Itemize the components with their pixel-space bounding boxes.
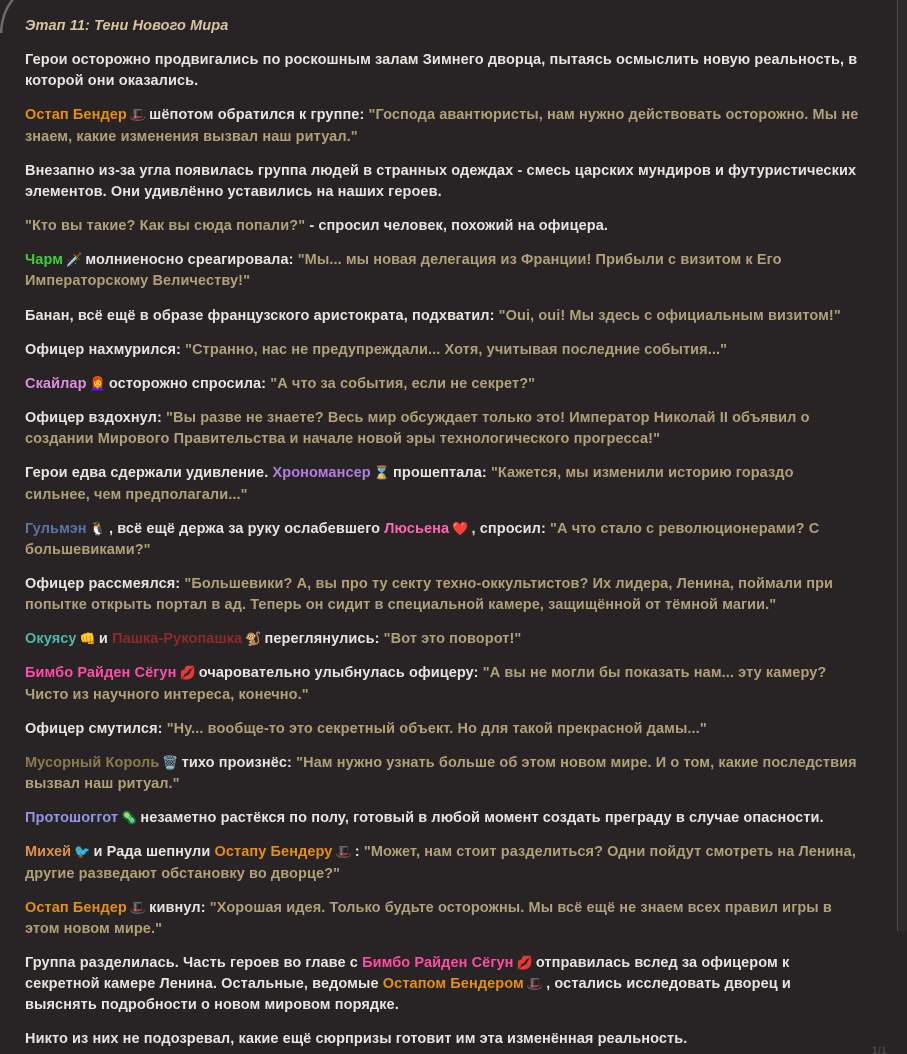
narration-text: Офицер рассмеялся: [25,575,185,592]
narration-text: отправилась вслед за офицером к секретной камере Ленина. Остальные, ведомые [25,955,790,993]
top-hat-icon: 🎩 [129,899,147,915]
quote-text: "А что стало с революционерами? С большевиками?" [25,520,820,558]
character-name: Гульмэн [25,520,87,537]
paragraph [25,842,862,884]
quote-text: "Ну... вообще-то это секретный объект. Но для такой прекрасной дамы..." [166,720,707,737]
narration-text: Банан, всё ещё в образе французского аристократа, подхватил: [25,307,499,324]
quote-text: "Вы разве не знаете? Весь мир обсуждает только это! Император Николай II объявил о создании Мирового Правительства и начале новой эры технологического прогресса!" [25,410,810,448]
narration-text: кивнул: [149,899,210,916]
quote-text: "Мы... мы новая делегация из Франции! Прибыли с визитом к Его Императорскому Величеству!" [25,252,782,290]
narration-text: молниеносно среагировала: [85,252,298,269]
narration-text: Никто из них не подозревал, какие ещё сюрпризы готовит им эта изменённая реальность. [25,1031,688,1048]
narration-text: незаметно растёкся по полу, готовый в любой момент создать преграду в случае опасности. [140,810,824,827]
character-name: Остапом Бендером [382,976,524,993]
narration-text: Офицер нахмурился: [25,341,186,358]
character-name: Чарм [25,252,64,269]
narration-text: прошептала: [393,465,491,482]
paragraph [25,753,862,795]
quote-text: "А вы не могли бы показать нам... эту камеру? Чисто из научного интереса, конечно." [25,665,827,703]
character-name: Протошоггот [25,810,119,827]
character-name: Остап Бендер [25,899,127,916]
hourglass-icon: ⌛ [373,465,391,481]
quote-text: "Хорошая идея. Только будьте осторожны. Мы всё ещё не знаем всех правил игры в этом новом мире." [25,899,832,937]
microbe-icon: 🦠 [121,810,138,826]
quote-text: "А что за события, если не секрет?" [270,375,536,392]
scrollbar-track[interactable] [897,0,907,931]
narration-text: Герои едва сдержали удивление. [25,465,273,482]
paragraph [25,374,862,395]
narration-text: Офицер вздохнул: [25,410,167,427]
dagger-icon: 🗡️ [66,252,83,268]
narration-text: Группа разделилась. Часть героев во главе с [25,955,363,971]
character-name: Михей [25,844,72,861]
heart-icon: ❤️ [452,520,469,536]
paragraph [25,574,862,616]
character-name: Бимбо Райден Сёгун [362,955,514,971]
paragraph [25,663,862,705]
narration-text: : [354,844,364,861]
character-name: Хрономансер [272,465,371,482]
paragraph [25,408,862,450]
paragraph [25,519,862,561]
top-hat-icon: 🎩 [129,107,147,123]
narration-text: Внезапно из-за угла появилась группа людей в странных одеждах - смесь царских мундиров и футуристических элементов. Они удивлённо уставились на наших героев. [25,162,857,200]
character-name: Остапу Бендеру [214,844,333,861]
narration-text: и Рада шепнули [93,844,215,861]
bird-icon: 🐦 [74,844,91,860]
paragraph [25,898,862,940]
paragraph [25,306,862,327]
paragraph [25,629,862,650]
kiss-lips-icon: 💋 [516,955,533,970]
character-name: Бимбо Райден Сёгун [25,665,177,682]
quote-text: "Странно, нас не предупреждали... Хотя, учитывая последние события..." [185,341,728,358]
quote-text: "Может, нам стоит разделиться? Одни пойдут смотреть на Ленина, другие разведают обстановку во дворце?" [25,844,856,882]
top-hat-icon: 🎩 [335,844,352,860]
quote-text: "Кажется, мы изменили историю гораздо сильнее, чем предполагали..." [25,465,794,503]
paragraph [25,216,862,237]
wastebasket-icon: 🗑️ [162,754,179,770]
woman-icon: 👩‍🦰 [89,375,106,391]
character-name: Остап Бендер [25,107,127,124]
narration-text: - спросил человек, похожий на офицера. [305,218,608,235]
character-name: Окуясу [25,631,77,648]
paragraph [25,161,862,203]
character-name: Скайлар [25,375,87,392]
narration-text: Офицер смутился: [25,720,167,737]
narration-text: и [98,631,113,648]
paragraph [25,719,862,740]
paragraph [25,105,862,147]
paragraph [25,250,862,292]
narration-text: очаровательно улыбнулась офицеру: [198,665,483,682]
narration-text: переглянулись: [264,631,384,648]
narration-text: Герои осторожно продвигались по роскошным залам Зимнего дворца, пытаясь осмыслить новую реальность, в которой они оказались. [25,52,858,90]
narration-text: осторожно спросила: [108,375,271,392]
fist-icon: 👊 [79,631,96,647]
character-name: Пашка-Рукопашка [112,631,243,648]
paragraph [25,1029,862,1050]
quote-text: "Нам нужно узнать больше об этом новом мире. И о том, какие последствия вызвал наш ритуал." [25,754,857,793]
quote-text: "Вот это поворот!" [383,631,522,648]
paragraph [25,16,862,37]
page-indicator: 1/1 [871,1045,887,1054]
quote-text: "Большевики? А, вы про ту секту техно-оккультистов? Их лидера, Ленина, поймали при попытке открыть портал в ад. Теперь он сидит в специальной камере, защищённой от тёмной магии." [25,575,834,614]
narration-text: , спросил: [471,520,551,537]
top-hat-icon: 🎩 [526,976,544,992]
character-name: Люсьена [384,520,450,537]
paragraph [25,808,862,829]
stage-title: Этап 11: Тени Нового Мира [25,18,229,34]
character-name: Мусорный Король [25,754,160,771]
narration-text: шёпотом обратился к группе: [149,107,369,124]
kiss-lips-icon: 💋 [179,665,196,681]
penguin-icon: 🐧 [89,520,106,536]
quote-text: "Кто вы такие? Как вы сюда попали?" [25,218,306,235]
paragraph [25,953,862,1016]
quote-text: "Господа авантюристы, нам нужно действовать осторожно. Мы не знаем, какие изменения вызвал наш ритуал." [25,107,859,145]
narration-text: , остались исследовать дворец и выяснять подробности о новом мировом порядке. [25,976,791,1014]
paragraph [25,340,862,361]
paragraph [25,463,862,505]
narration-text: , всё ещё держа за руку ослабевшего [108,520,385,537]
narration-text: тихо произнёс: [181,754,297,771]
paragraph [25,50,862,92]
quote-text: "Oui, oui! Мы здесь с официальным визитом!" [498,307,841,324]
monkey-icon: 🐒 [245,631,262,647]
